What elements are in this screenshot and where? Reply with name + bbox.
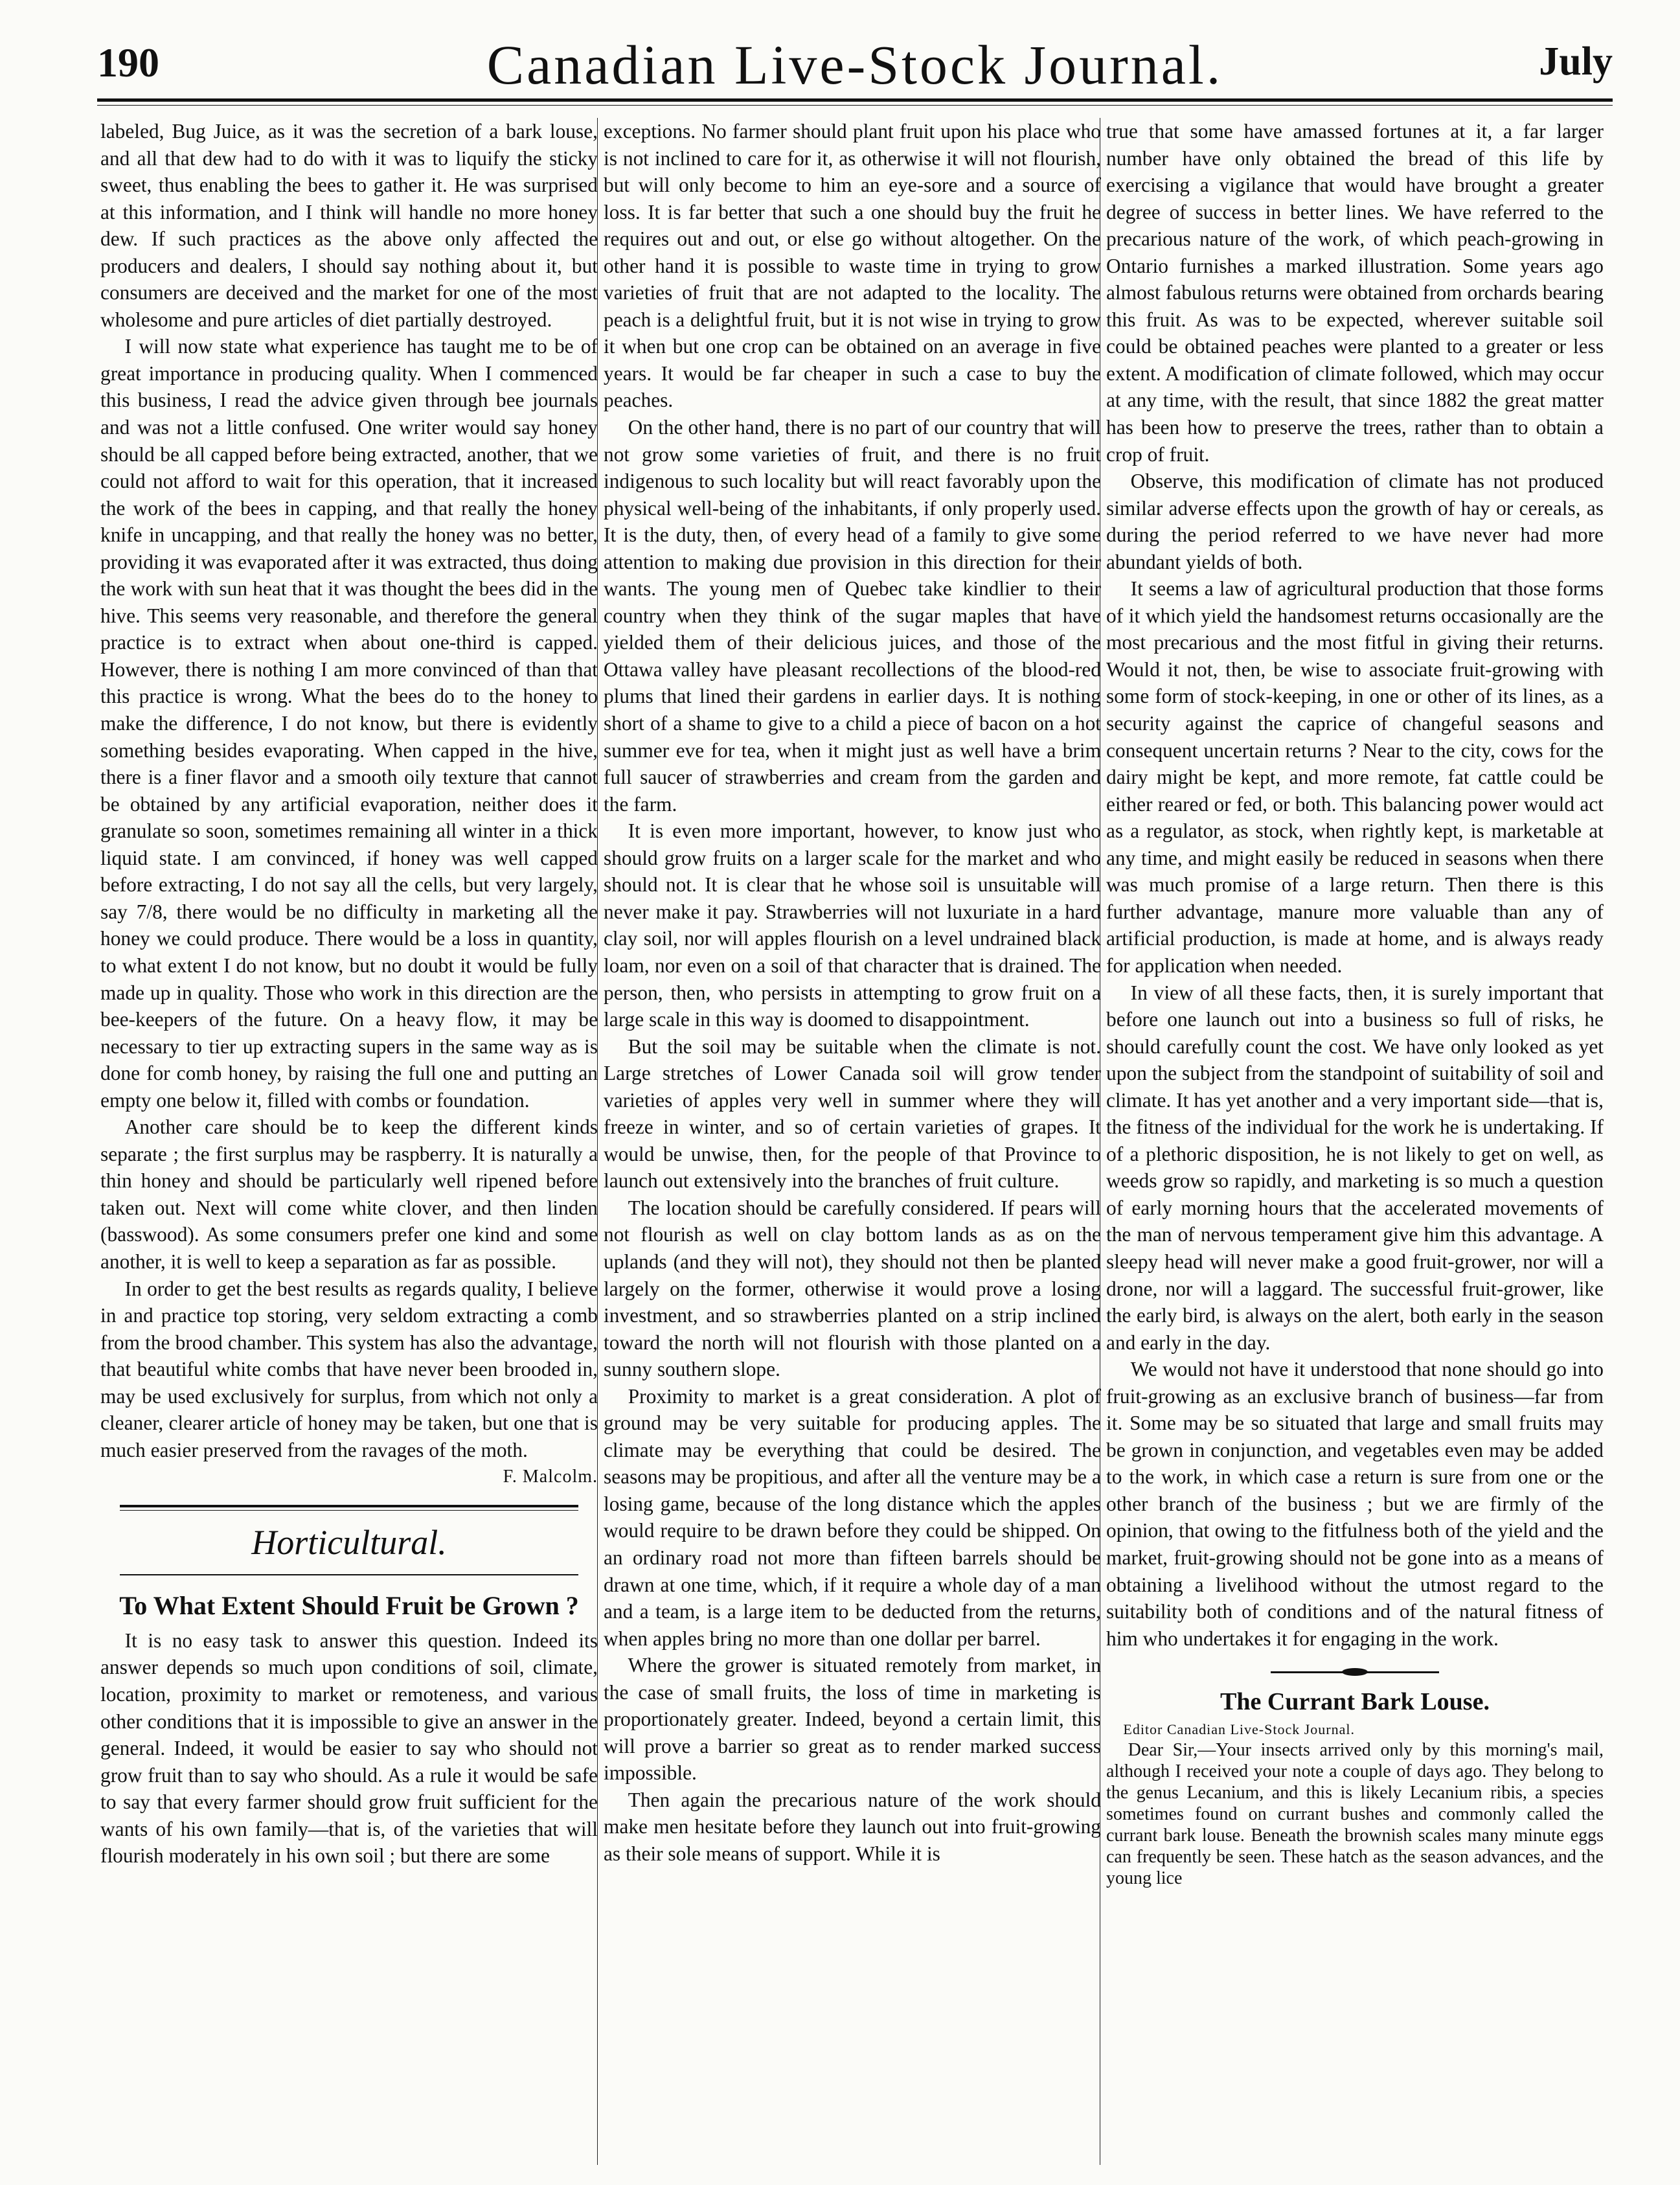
paragraph: In view of all these facts, then, it is surely important that before one launch out into a business so full of risks, he should carefully count the cost. We have only looked as yet upon the subject from the standpoint of suitability of soil and climate. It has yet another and a very important side—that is, the fitness of the individual for the work he is undertaking. If of a plethoric disposition, he is not likely to get on well, as weeds grow so rapidly, and marketing is so much a question of early morning hours that the accelerated movements of the man of nervous temperament give him this advantage. A sleepy head will never make a good fruit-grower, nor will a drone, nor will a laggard. The successful fruit-grower, like the early bird, is always on the alert, both early in the season and early in the day.	[1106, 981, 1604, 1354]
paragraph: It is even more important, however, to know just who should grow fruits on a larger scale for the market and who should not. It is clear that he whose soil is unsuitable will never make it pay. Strawberries will not luxuriate in a hard clay soil, nor will apples flourish on a level undrained black loam, nor even on a soil of that character that is drained. The person, then, who persists in attempting to grow fruit on a large scale in this way is doomed to disappointment.	[604, 819, 1101, 1031]
paragraph: Where the grower is situated remotely from market, in the case of small fruits, the loss of time in marketing is proportionately greater. Indeed, beyond a certain limit, this will prove a barrier so great as to render marked success impossible.	[604, 1654, 1101, 1785]
paragraph: The location should be carefully considered. If pears will not flourish as well on clay bottom lands as as on the uplands (and they will not), they should not then be planted largely on the former, otherwise it would prove a losing investment, and so strawberries planted on a strip inclined toward the north will not flourish with those planted on a sunny southern slope.	[604, 1196, 1101, 1381]
paragraph: But the soil may be suitable when the climate is not. Large stretches of Lower Canada soil will grow tender varieties of apples very well in summer where they will freeze in winter, and so of certain varieties of grapes. It would be unwise, then, for the people of that Province to launch out extensively into the branches of fruit culture.	[604, 1035, 1101, 1193]
journal-title: Canadian Live-Stock Journal.	[486, 34, 1223, 96]
issue-month: July	[1539, 40, 1613, 84]
column-1	[100, 118, 598, 2165]
paragraph: true that some have amassed fortunes at it, a far larger number have only obtained the bread of this life by exercising a vigilance that would have brought a greater degree of success in better lines. We have referred to the precarious nature of the work, of which peach-growing in Ontario furnishes a marked illustration. Some years ago almost fabulous returns were obtained from orchards bearing this fruit. As was to be expected, wherever suitable soil could be obtained peaches were planted to a greater or less extent. A modification of climate followed, which may occur at any time, with the result, that since 1882 the great matter has been how to preserve the trees, rather than to obtain a crop of fruit.	[1106, 120, 1604, 466]
paragraph: Then again the precarious nature of the work should make men hesitate before they launch out into fruit-growing as their sole means of support. While it is	[604, 1788, 1101, 1865]
article-title: To What Extent Should Fruit be Grown ?	[119, 1590, 579, 1620]
letter-body: Dear Sir,—Your insects arrived only by this morning's mail, although I received your note a couple of days ago. They belong to the genus Lecanium, and this is likely Lecanium ribis, a species sometimes found on currant bushes and commonly called the currant bark louse. Beneath the brownish scales many minute eggs can frequently be seen. These hatch as the season advances, and the young lice	[1106, 1740, 1604, 1889]
paragraph: Proximity to market is a great consideration. A plot of ground may be very suitable for producing apples. The climate may be everything that could be desired. The seasons may be propitious, and after all the venture may be a losing game, because of the long distance which the apples would require to be drawn before they could be shipped. On an ordinary road not more than fifteen barrels should be drawn at one time, which, if it require a whole day of a man and a team, is a large item to be deducted from the returns, when apples bring no more than one dollar per barrel.	[604, 1384, 1101, 1650]
column-3	[1106, 118, 1604, 2165]
ornamental-rule	[1271, 1671, 1439, 1673]
section-rule	[120, 1574, 578, 1575]
column-2	[604, 118, 1101, 2165]
paragraph: It seems a law of agricultural production that those forms of it which yield the handsomest returns occasionally are the most precarious and the most fitful in giving their returns. Would it not, then, be wise to associate fruit-growing with some form of stock-keeping, in one or other of its lines, as a security against the caprice of changeful seasons and consequent uncertain returns ? Near to the city, cows for the dairy might be kept, and more remote, fat cattle could be either reared or fed, or both. This balancing power would act as a regulator, as stock, when rightly kept, is marketable at any time, and might easily be reduced in seasons when there was much promise of a large return. Then there is this further advantage, manure more valuable than any of artificial production, is made at home, and is always ready for application when needed.	[1106, 577, 1604, 977]
paragraph: exceptions. No farmer should plant fruit upon his place who is not inclined to care for it, as otherwise it will not flourish, but will only become to him an eye-sore and a source of loss. It is far better that such a one should buy the fruit he requires out and out, or else go without altogether. On the other hand it is possible to waste time in trying to grow varieties of fruit that are not adapted to the locality. The peach is a delightful fruit, but it is not wise in trying to grow it when but one crop can be obtained on an average in five years. It would be far cheaper in such a case to buy the peaches.	[604, 120, 1101, 412]
paragraph: labeled, Bug Juice, as it was the secretion of a bark louse, and all that dew had to do with it was to liquify the sticky sweet, thus enabling the bees to gather it. He was surprised at this information, and I think will handle no more honey dew. If such practices as the above only affected the producers and dealers, I should say nothing about it, but consumers are deceived and the market for one of the most wholesome and pure articles of diet partially destroyed.	[100, 120, 598, 331]
paragraph: Another care should be to keep the different kinds separate ; the first surplus may be raspberry. It is naturally a thin honey and should be particularly well ripened before taken out. Next will come white clover, and then linden (basswood). As some consumers prefer one kind and some another, it is well to keep a separation as far as possible.	[100, 1115, 598, 1273]
paragraph: We would not have it understood that none should go into fruit-growing as an exclusive branch of business—far from it. Some may be so situated that large and small fruits may be grown in conjunction, and vegetables even may be added to the work, in which case a return is sure from one or the other branch of the business ; but we are firmly of the opinion, that owing to the fitfulness both of the yield and the market, fruit-growing should not be gone into as a means of obtaining a livelihood without the utmost regard to the suitability both of conditions and of the natural fitness of him who undertakes it for engaging in the work.	[1106, 1358, 1604, 1650]
article-title: The Currant Bark Louse.	[1220, 1688, 1490, 1716]
header-rule	[97, 98, 1613, 106]
page-number: 190	[97, 40, 159, 86]
section-rule	[120, 1505, 578, 1511]
paragraph: It is no easy task to answer this question. Indeed its answer depends so much upon conditions of soil, climate, location, proximity to market or remoteness, and various other conditions that it is impossible to give an answer in the general. Indeed, it would be easier to say who should not grow fruit than to say who should. As a rule it would be safe to say that every farmer should grow fruit sufficient for the wants of his own family—that is, of the varieties that will flourish moderately in his own soil ; but there are some	[100, 1629, 598, 1868]
letter-dateline: Editor Canadian Live-Stock Journal.	[1123, 1721, 1355, 1738]
paragraph: In order to get the best results as regards quality, I believe in and practice top storing, very seldom extracting a comb from the brood chamber. This system has also the advantage, that beautiful white combs that have never been brooded in, may be used exclusively for surplus, from which not only a cleaner, clearer article of honey may be taken, but one that is much easier preserved from the ravages of the moth.	[100, 1277, 598, 1461]
page-header	[97, 26, 1613, 97]
author-signature: F. Malcolm.	[503, 1467, 598, 1487]
paragraph: I will now state what experience has taught me to be of great importance in producing quality. When I commenced this business, I read the advice given through bee journals and was not a little confused. One writer would say honey should be all capped before being extracted, another, that we could not afford to wait for this operation, that it increased the work of the bees in capping, and that really the honey knife in uncapping, and that really the honey was no better, providing it was evaporated after it was extracted, thus doing the work with sun heat that it was thought the bees did in the hive. This seems very reasonable, and therefore the general practice is to extract when about one-third is capped. However, there is nothing I am more convinced of than that this practice is wrong. What the bees do to the honey to make the difference, I do not know, but there is evidently something besides evaporating. When capped in the hive, there is a finer flavor and a smooth oily texture that cannot be obtained by any artificial evaporation, neither does it granulate so soon, sometimes remaining all winter in a thick liquid state. I am convinced, if honey was well capped before extracting, I do not say all the cells, but very largely, say 7/8, there would be no difficulty in marketing all the honey we could produce. There would be a loss in quantity, to what extent I do not know, but no doubt it would be fully made up in quality. Those who work in this direction are the bee-keepers of the future. On a heavy flow, it may be necessary to tier up extracting supers in the same way as is done for comb honey, by raising the full one and putting an empty one below it, filled with combs or foundation.	[100, 335, 598, 1112]
department-heading: Horticultural.	[251, 1522, 447, 1562]
paragraph: Observe, this modification of climate has not produced similar adverse effects upon the growth of hay or cereals, as during the period referred to we have never had more abundant yields of both.	[1106, 470, 1604, 573]
paragraph: On the other hand, there is no part of our country that will not grow some varieties of fruit, and there is no fruit indigenous to such locality but will react favorably upon the physical well-being of the inhabitants, if only properly used. It is the duty, then, of every head of a family to give some attention to making due provision in this direction for their wants. The young men of Quebec take kindlier to their country when they think of the sugar maples that have yielded them of their delicious juices, and those of the Ottawa valley have pleasant recollections of the blood-red plums that lined their gardens in earlier days. It is nothing short of a shame to give to a child a piece of bacon on a hot summer eve for tea, when it might just as well have a brim full saucer of strawberries and cream from the garden and the farm.	[604, 416, 1101, 816]
